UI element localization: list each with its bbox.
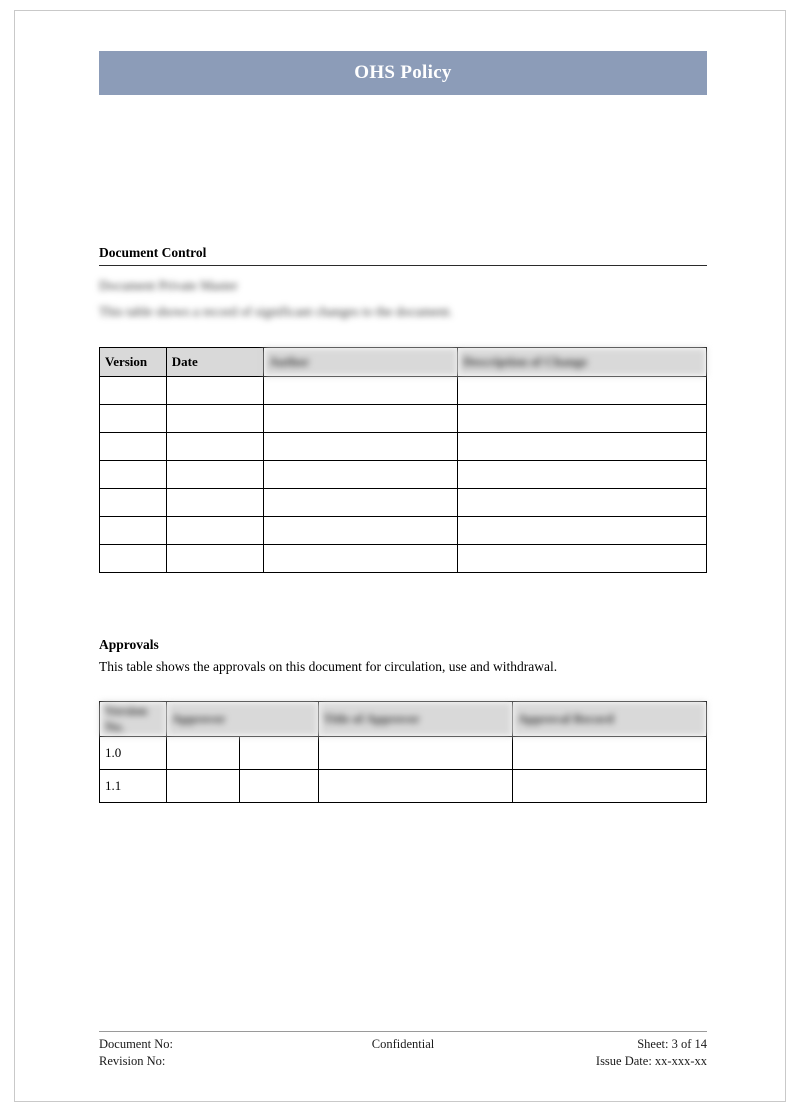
cell-title-of-approver <box>318 769 512 802</box>
document-control-rule <box>99 265 707 266</box>
cell-date <box>166 404 263 432</box>
approvals-table-body <box>100 736 707 802</box>
table-row <box>100 516 707 544</box>
version-history-table <box>99 347 707 573</box>
cell-description <box>458 516 707 544</box>
column-header-description-of-change: Description of Change <box>458 347 707 376</box>
column-header-version-no: Version No. <box>100 701 167 736</box>
footer-sheet-number: Sheet: 3 of 14 <box>637 1037 707 1051</box>
cell-author <box>263 544 457 572</box>
cell-version <box>100 460 167 488</box>
cell-date <box>166 460 263 488</box>
table-row <box>100 376 707 404</box>
table-row <box>100 736 707 769</box>
footer-document-no: Document No: <box>99 1037 173 1051</box>
column-header-title-of-approver: Title of Approver <box>318 701 512 736</box>
cell-author <box>263 376 457 404</box>
spacer-top <box>99 95 707 245</box>
cell-author <box>263 432 457 460</box>
cell-version-no: 1.0 <box>100 736 167 769</box>
cell-version-no: 1.1 <box>100 769 167 802</box>
cell-version <box>100 516 167 544</box>
document-page <box>14 10 786 1102</box>
footer-row-top <box>99 1036 707 1053</box>
cell-date <box>166 516 263 544</box>
approvals-table-head <box>100 701 707 736</box>
cell-description <box>458 544 707 572</box>
cell-approver-a <box>166 736 239 769</box>
cell-description <box>458 488 707 516</box>
table-row <box>100 769 707 802</box>
version-history-table-head <box>100 347 707 376</box>
cell-approval-record <box>512 769 706 802</box>
document-control-redacted-line-1: Document Private Master <box>99 278 238 293</box>
approvals-table <box>99 701 707 803</box>
cell-author <box>263 488 457 516</box>
column-header-approval-record: Approval Record <box>512 701 706 736</box>
cell-description <box>458 460 707 488</box>
cell-author <box>263 404 457 432</box>
cell-version <box>100 432 167 460</box>
table-row <box>100 404 707 432</box>
cell-description <box>458 404 707 432</box>
footer-spacer <box>300 1053 507 1070</box>
cell-approver-b <box>239 736 318 769</box>
column-header-approver: Approver <box>166 701 318 736</box>
cell-date <box>166 432 263 460</box>
approvals-intro-text: This table shows the approvals on this document for circulation, use and withdrawal. <box>99 658 558 674</box>
document-control-section <box>99 245 707 573</box>
table-row <box>100 544 707 572</box>
footer-row-bottom <box>99 1053 707 1070</box>
column-header-version: Version <box>100 347 167 376</box>
document-title-banner <box>99 51 707 95</box>
spacer-between-sections <box>99 573 707 637</box>
cell-author <box>263 516 457 544</box>
approvals-section <box>99 637 707 803</box>
table-header-row <box>100 347 707 376</box>
spacer-before-approvals-table <box>99 683 707 701</box>
table-row <box>100 432 707 460</box>
cell-date <box>166 376 263 404</box>
cell-version <box>100 376 167 404</box>
document-control-heading: Document Control <box>99 245 207 260</box>
cell-approver-a <box>166 769 239 802</box>
cell-author <box>263 460 457 488</box>
table-row <box>100 488 707 516</box>
page-footer <box>99 1031 707 1070</box>
spacer-before-version-table <box>99 329 707 347</box>
cell-version <box>100 488 167 516</box>
cell-title-of-approver <box>318 736 512 769</box>
cell-approval-record <box>512 736 706 769</box>
cell-description <box>458 432 707 460</box>
column-header-author: Author <box>263 347 457 376</box>
approvals-heading: Approvals <box>99 636 159 652</box>
footer-confidential: Confidential <box>371 1037 435 1051</box>
cell-version <box>100 404 167 432</box>
version-history-table-body <box>100 376 707 572</box>
cell-version <box>100 544 167 572</box>
table-header-row <box>100 701 707 736</box>
footer-revision-no: Revision No: <box>99 1053 166 1068</box>
document-control-redacted-line-2: This table shows a record of significant changes to the document. <box>99 304 453 320</box>
cell-date <box>166 488 263 516</box>
page-content <box>99 43 707 803</box>
cell-date <box>166 544 263 572</box>
cell-description <box>458 376 707 404</box>
table-row <box>100 460 707 488</box>
page-title: OHS Policy <box>354 62 452 83</box>
cell-approver-b <box>239 769 318 802</box>
footer-issue-date: Issue Date: xx-xxx-xx <box>595 1053 707 1068</box>
footer-rule <box>99 1031 707 1032</box>
column-header-date: Date <box>166 347 263 376</box>
